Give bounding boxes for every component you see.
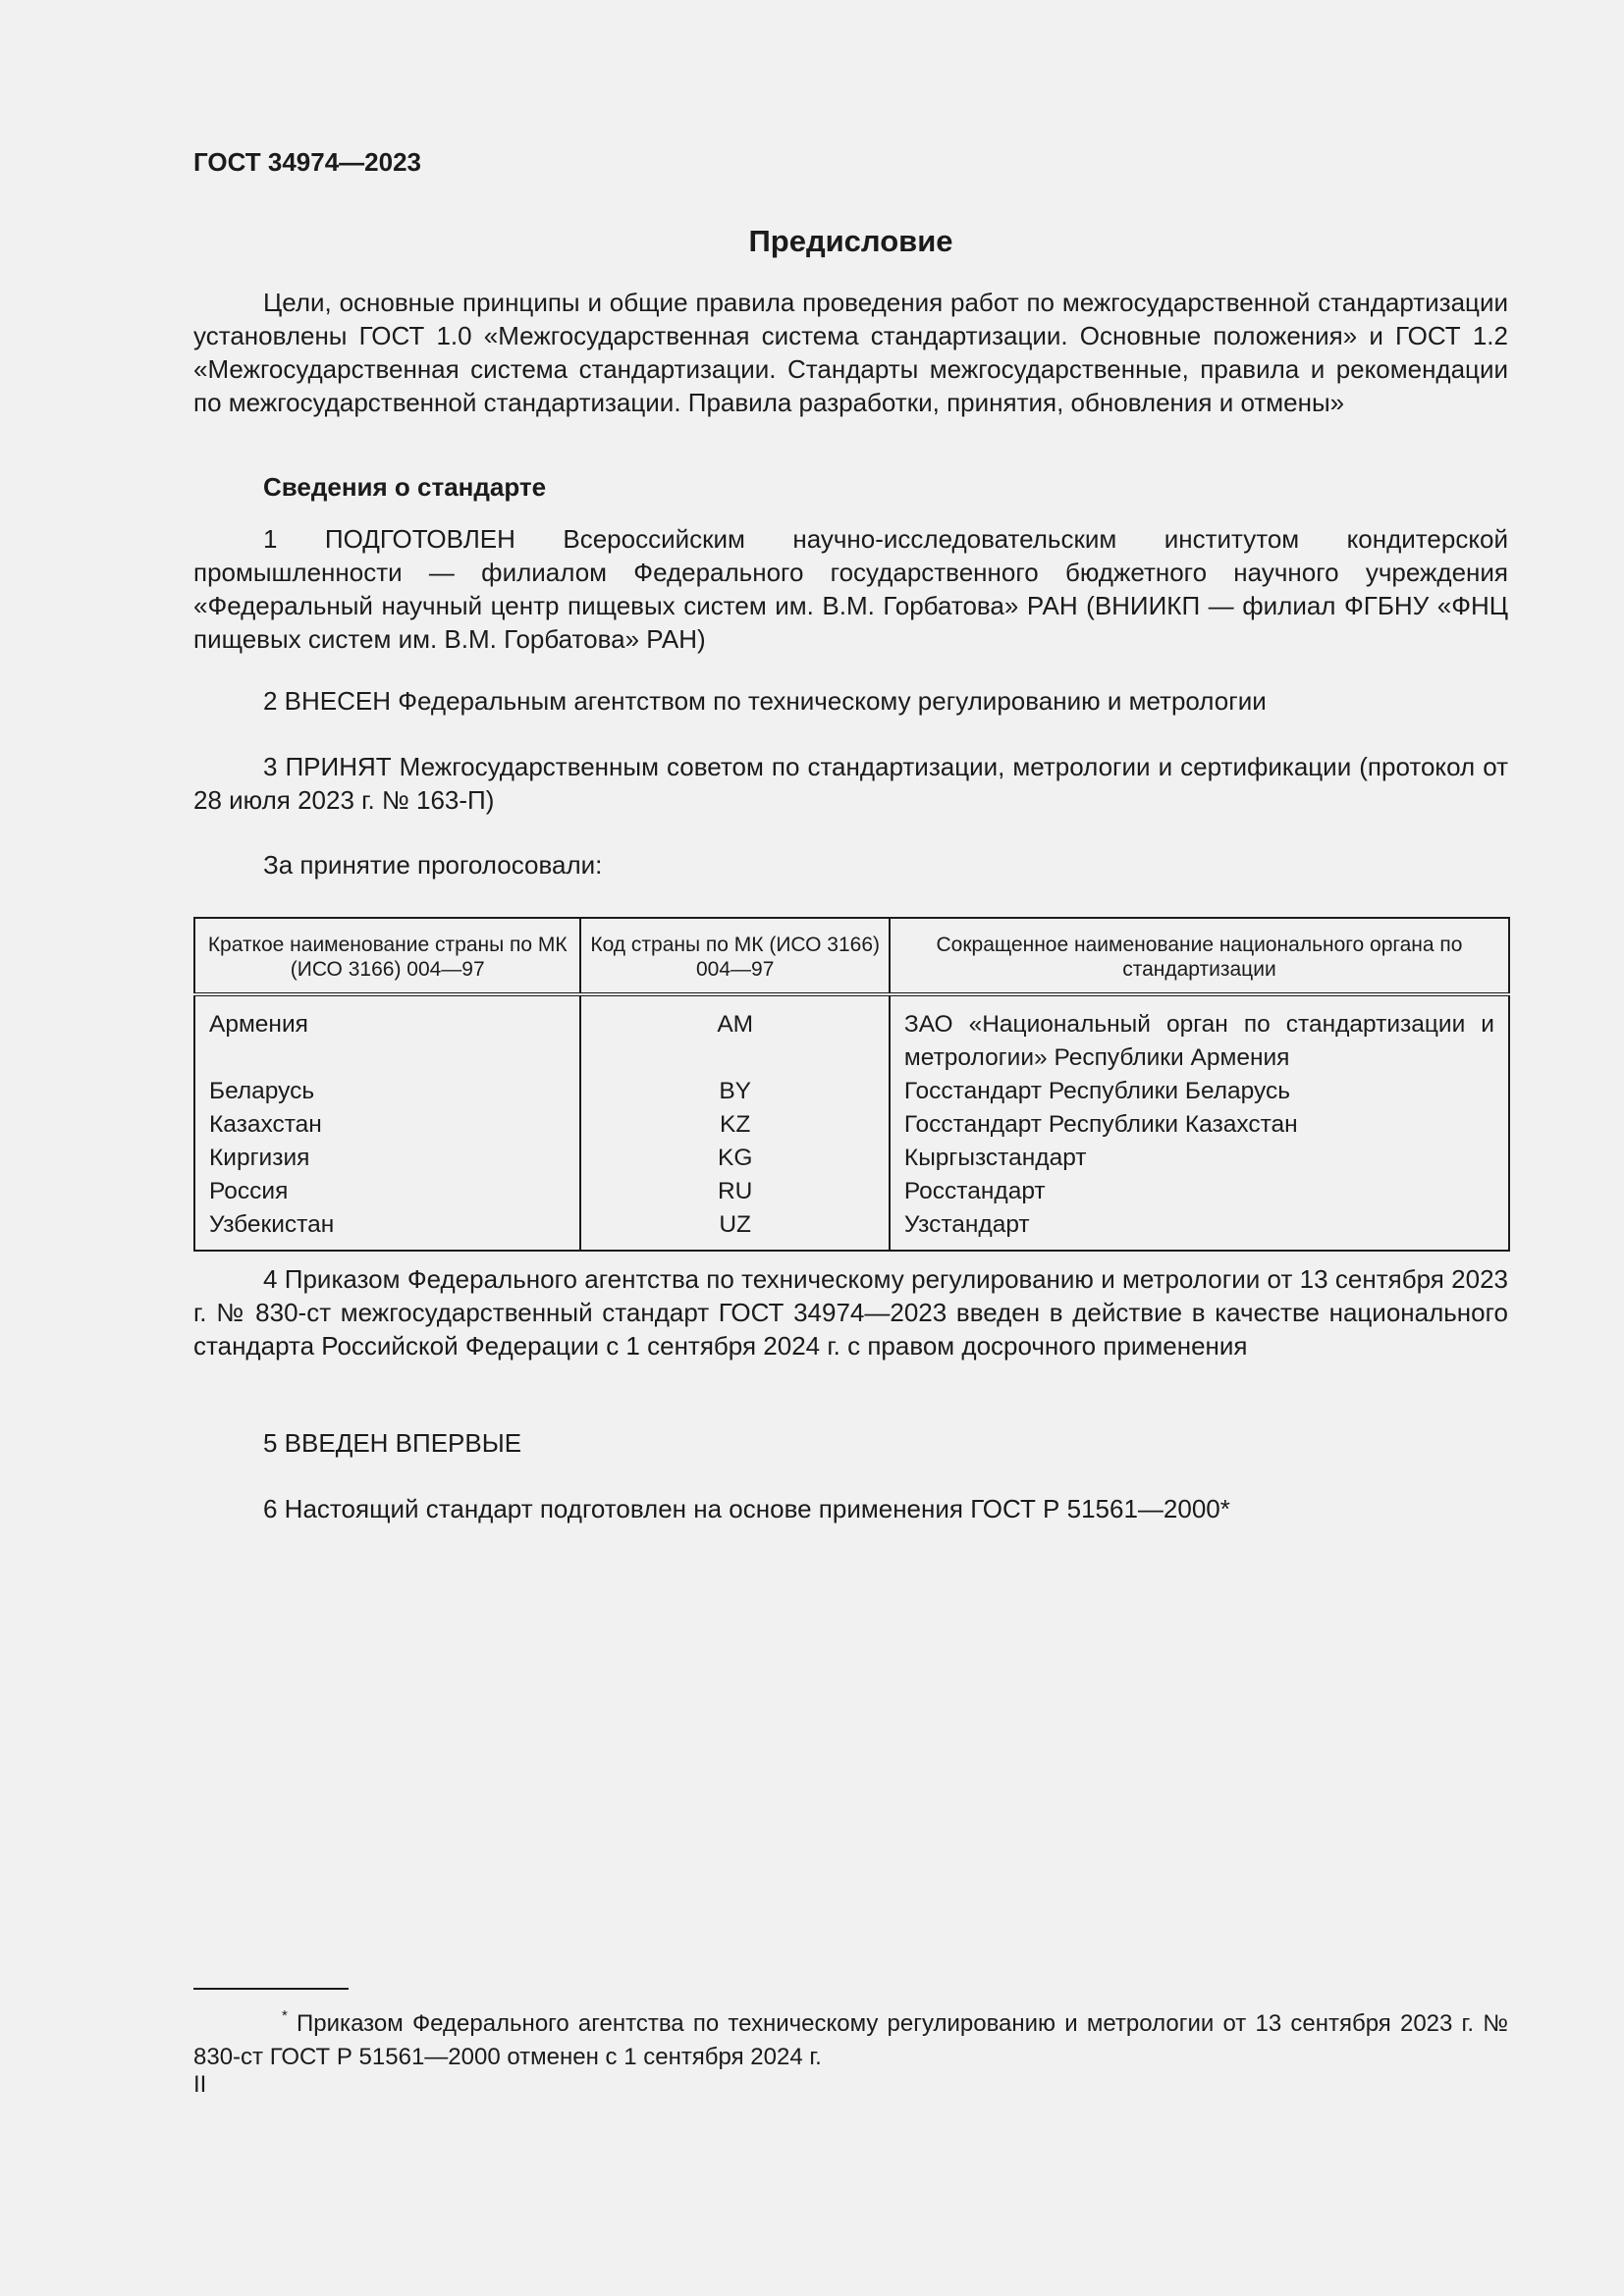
footnote-mark: * <box>282 2007 288 2024</box>
column-header-country: Краткое наименование страны по МК (ИСО 3166) 004—97 <box>194 918 580 994</box>
country-cell: Казахстан <box>209 1111 322 1138</box>
body-cell: ЗАО «Национальный орган по стандартизации и метрологии» Республики Армения <box>890 994 1509 1075</box>
item-adopted: 3 ПРИНЯТ Межгосударственным советом по стандартизации, метрологии и сертификации (протокол от 28 июля 2023 г. № 163-П) <box>193 752 1508 815</box>
intro-paragraph: Цели, основные принципы и общие правила проведения работ по межгосударственной стандартизации установлены ГОСТ 1.0 «Межгосударственная система стандартизации. Основные положения» и ГОСТ 1.2 «Межгосударственная система стандартизации. Стандарты межгосударственные, правила и рекомендации по межгосударственной стандартизации. Правила разработки, принятия, обновления и отмены» <box>193 288 1508 417</box>
code-cell: UZ <box>580 1208 889 1251</box>
footnote-rule <box>193 1988 349 1990</box>
section-subheading: Сведения о стандарте <box>263 472 547 502</box>
page-title: Предисловие <box>748 224 953 258</box>
body-cell: Росстандарт <box>890 1175 1509 1208</box>
code-cell: AM <box>580 994 889 1075</box>
country-cell: Россия <box>209 1178 289 1204</box>
code-cell: RU <box>580 1175 889 1208</box>
code-cell: BY <box>580 1075 889 1108</box>
country-cell: Армения <box>209 1011 308 1038</box>
body-cell: Госстандарт Республики Казахстан <box>890 1108 1509 1142</box>
document-code: ГОСТ 34974—2023 <box>193 147 421 177</box>
item-enacted: 4 Приказом Федерального агентства по техническому регулированию и метрологии от 13 сентября 2023 г. № 830-ст межгосударственный стандарт ГОСТ 34974—2023 введен в действие в качестве национального стандарта Российской Федерации с 1 сентября 2024 г. с правом досрочного применения <box>193 1264 1508 1361</box>
table-header-row <box>194 918 1509 994</box>
footnote <box>193 2000 1508 2074</box>
page-number: II <box>193 2071 207 2098</box>
code-cell: KG <box>580 1142 889 1175</box>
table-row <box>194 1175 1509 1208</box>
country-cell: Узбекистан <box>209 1211 335 1238</box>
item-basis: 6 Настоящий стандарт подготовлен на основе применения ГОСТ Р 51561—2000* <box>263 1494 1230 1523</box>
column-header-body: Сокращенное наименование национального органа по стандартизации <box>890 918 1509 994</box>
table-row <box>194 1108 1509 1142</box>
country-cell: Киргизия <box>209 1145 310 1171</box>
table-row <box>194 1142 1509 1175</box>
table-row <box>194 1208 1509 1251</box>
voting-table <box>193 917 1510 1252</box>
vote-intro: За принятие проголосовали: <box>263 850 603 880</box>
code-cell: KZ <box>580 1108 889 1142</box>
table-row <box>194 994 1509 1075</box>
column-header-code: Код страны по МК (ИСО 3166) 004—97 <box>580 918 889 994</box>
item-submitted: 2 ВНЕСЕН Федеральным агентством по техническому регулированию и метрологии <box>263 686 1267 716</box>
item-prepared: 1 ПОДГОТОВЛЕН Всероссийским научно-исследовательским институтом кондитерской промышленности — филиалом Федерального государственного бюджетного научного учреждения «Федеральный научный центр пищевых систем им. В.М. Горбатова» РАН (ВНИИКП — филиал ФГБНУ «ФНЦ пищевых систем им. В.М. Горбатова» РАН) <box>193 524 1508 654</box>
country-cell: Беларусь <box>209 1078 315 1104</box>
item-first-introduced: 5 ВВЕДЕН ВПЕРВЫЕ <box>263 1428 522 1458</box>
body-cell: Узстандарт <box>890 1208 1509 1251</box>
footnote-text: Приказом Федерального агентства по техническому регулированию и метрологии от 13 сентября 2023 г. № 830-ст ГОСТ Р 51561—2000 отменен с 1 сентября 2024 г. <box>193 2010 1508 2070</box>
body-cell: Госстандарт Республики Беларусь <box>890 1075 1509 1108</box>
body-cell: Кыргызстандарт <box>890 1142 1509 1175</box>
table-row <box>194 1075 1509 1108</box>
